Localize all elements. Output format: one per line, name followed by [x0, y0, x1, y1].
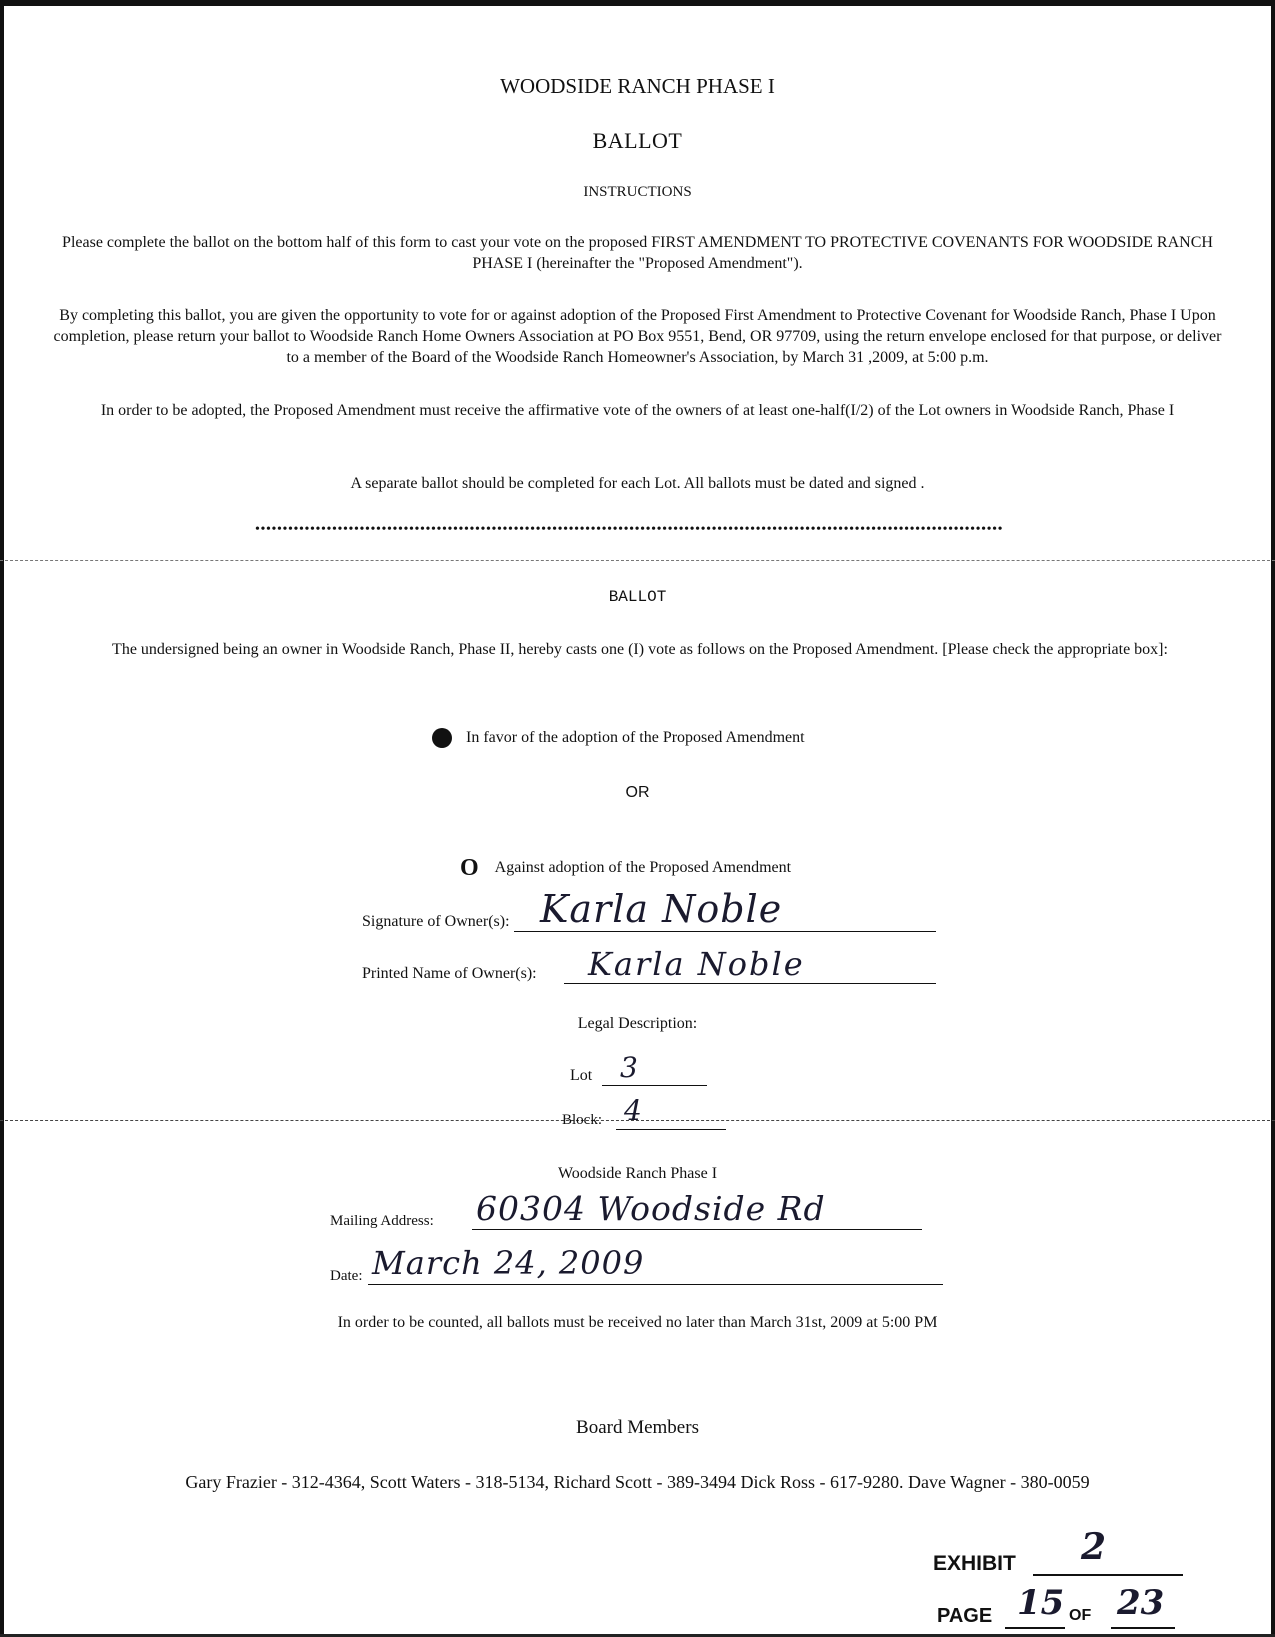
deadline-notice: In order to be counted, all ballots must be received no later than March 31st, 2009 at 5:00 PM: [337, 1314, 938, 1331]
block-label: Block:: [562, 1112, 602, 1128]
lot-line: [602, 1085, 707, 1086]
date-handwriting: March 24, 2009: [372, 1244, 645, 1282]
page-stamp: [937, 1583, 1165, 1628]
lot-field[interactable]: [570, 1051, 638, 1085]
option-in-favor-label: In favor of the adoption of the Proposed Amendment: [466, 729, 805, 746]
empty-radio-icon[interactable]: O: [460, 855, 479, 881]
page-total-line: [1111, 1627, 1175, 1629]
signature-field[interactable]: [362, 887, 783, 931]
option-against-label: Against adoption of the Proposed Amendment: [494, 859, 792, 876]
instructions-heading: INSTRUCTIONS: [583, 184, 692, 200]
cut-line: [0, 560, 1275, 561]
scan-edge-left: [0, 0, 4, 1637]
mailing-address-label: Mailing Address:: [330, 1213, 434, 1229]
signature-handwriting: Karla Noble: [540, 887, 783, 931]
mailing-address-field[interactable]: [330, 1189, 826, 1230]
instructions-paragraph-2: By completing this ballot, you are given the opportunity to vote for or against adoption of the Proposed First Amendment to Protective Covenant for Woodside Ranch, Phase I Upon completion, please return your ballot to Woodside Ranch Home Owners Association at PO Box 9551, Bend, OR 97709, using the return envelope enclosed for that purpose, or deliver to a member of the Board of the Woodside Ranch Homeowner's Association, by March 31 ,2009, at 5:00 p.m.: [53, 307, 1222, 366]
document-title: WOODSIDE RANCH PHASE I: [500, 74, 775, 98]
ballot-section-heading: BALLOT: [608, 588, 667, 606]
option-against[interactable]: [460, 856, 791, 880]
dotted-separator: ••••••••••••••••••••••••••••••••••••••••••••••••••••••••••••••••••••••••••••••••••••••••••••••••••••••••••••••••••••••••••••••••••••••••: [255, 522, 1004, 536]
mailing-address-handwriting: 60304 Woodside Rd: [476, 1189, 826, 1228]
exhibit-label: EXHIBIT: [933, 1552, 1016, 1575]
printed-name-field[interactable]: [362, 945, 805, 983]
scan-edge-top: [0, 0, 1275, 6]
page-label: PAGE: [937, 1605, 993, 1627]
lot-handwriting: 3: [620, 1051, 638, 1084]
option-in-favor[interactable]: [432, 728, 805, 748]
instructions-paragraph-3: In order to be adopted, the Proposed Amendment must receive the affirmative vote of the owners of at least one-half(I/2) of the Lot owners in Woodside Ranch, Phase I: [100, 402, 1175, 419]
ballot-heading: BALLOT: [592, 128, 683, 153]
page-total-handwriting: 23: [1117, 1583, 1165, 1623]
date-line: [368, 1284, 943, 1285]
ballot-intro: The undersigned being an owner in Woodside Ranch, Phase II, hereby casts one (I) vote as follows on the Proposed Amendment. [Please check the appropriate box]:: [112, 641, 1168, 658]
filled-radio-icon[interactable]: [432, 728, 452, 748]
date-label: Date:: [330, 1268, 363, 1284]
block-line: [616, 1129, 726, 1130]
printed-name-label: Printed Name of Owner(s):: [362, 965, 537, 982]
block-handwriting: 4: [624, 1094, 642, 1127]
lot-label: Lot: [570, 1067, 593, 1084]
page-number-line: [1005, 1627, 1065, 1629]
board-members-list: Gary Frazier - 312-4364, Scott Waters - 318-5134, Richard Scott - 389-3494 Dick Ross - 617-9280. Dave Wagner - 380-0059: [185, 1472, 1090, 1492]
exhibit-handwriting: 2: [1081, 1526, 1107, 1568]
page-of-label: OF: [1069, 1607, 1092, 1624]
instructions-paragraph-4: A separate ballot should be completed for each Lot. All ballots must be dated and signed .: [350, 475, 925, 492]
exhibit-stamp: [933, 1526, 1107, 1576]
legal-description-label: Legal Description:: [577, 1015, 698, 1032]
mailing-address-line: [472, 1229, 922, 1230]
signature-line: [514, 931, 936, 932]
instructions-paragraph-1: Please complete the ballot on the bottom half of this form to cast your vote on the proposed FIRST AMENDMENT TO PROTECTIVE COVENANTS FOR WOODSIDE RANCH PHASE I (hereinafter the "Proposed Amendment").: [62, 234, 1213, 272]
date-field[interactable]: [330, 1244, 645, 1285]
exhibit-line: [1033, 1574, 1183, 1576]
phase-text: Woodside Ranch Phase I: [557, 1165, 718, 1182]
signature-label: Signature of Owner(s):: [362, 913, 510, 930]
or-separator: OR: [625, 784, 650, 801]
block-field[interactable]: [562, 1094, 642, 1129]
printed-name-line: [564, 983, 936, 984]
printed-name-handwriting: Karla Noble: [588, 945, 805, 983]
scan-edge-right: [1271, 0, 1275, 1637]
board-members-heading: Board Members: [576, 1417, 699, 1438]
page-number-handwriting: 15: [1017, 1583, 1065, 1623]
